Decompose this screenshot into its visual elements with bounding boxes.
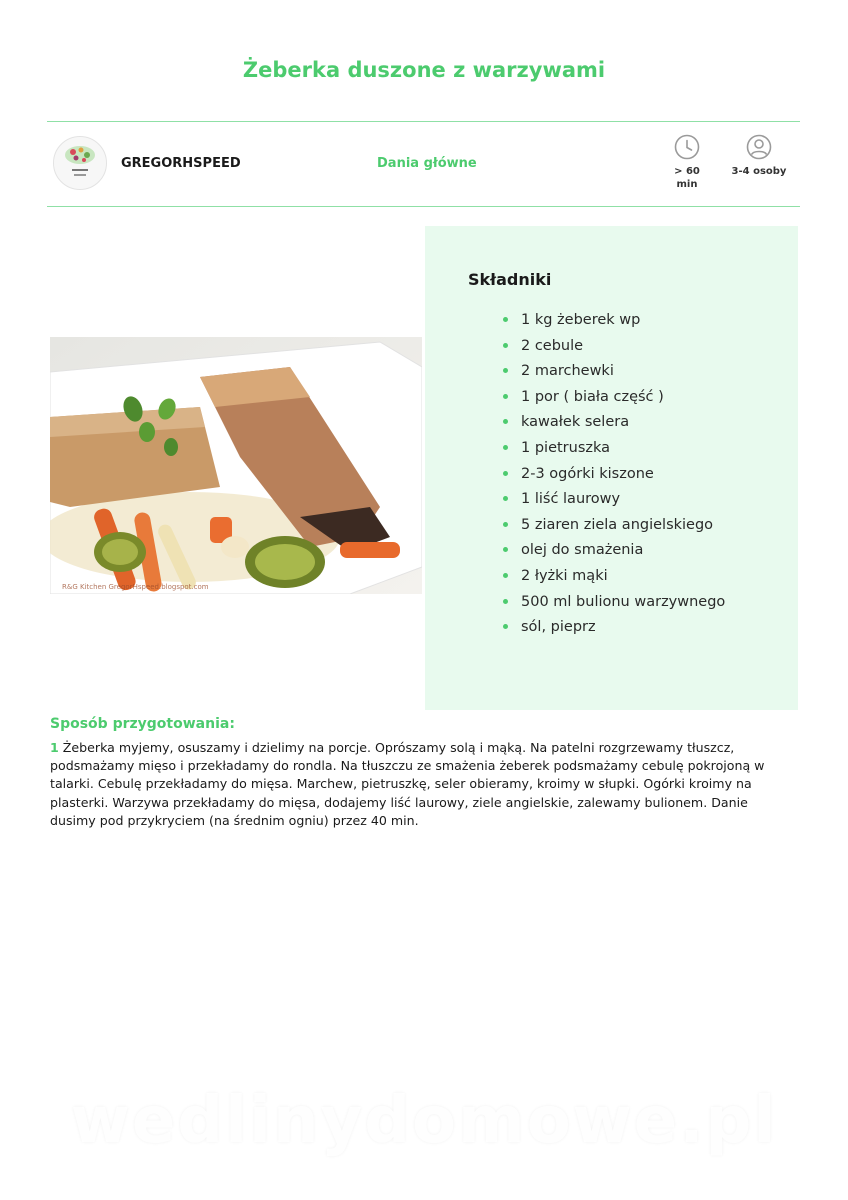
author-name[interactable]: GREGORHSPEED bbox=[121, 156, 241, 171]
prep-time bbox=[665, 134, 709, 191]
ingredient-item: 5 ziaren ziela angielskiego bbox=[503, 515, 725, 541]
ingredient-item: 2 marchewki bbox=[503, 361, 725, 387]
recipe-photo bbox=[50, 337, 422, 594]
bullet-icon bbox=[503, 445, 508, 450]
ingredient-item: 1 kg żeberek wp bbox=[503, 310, 725, 336]
site-watermark: wedlinydomowe.pl bbox=[70, 1084, 778, 1158]
recipe-title: Żeberka duszone z warzywami bbox=[242, 58, 606, 82]
ingredient-item: 2 cebule bbox=[503, 336, 725, 362]
bullet-icon bbox=[503, 317, 508, 322]
ingredient-item: 500 ml bulionu warzywnego bbox=[503, 592, 725, 618]
bullet-icon bbox=[503, 624, 508, 629]
bullet-icon bbox=[503, 573, 508, 578]
svg-text:R&G Kitchen GregorHspeed.blogs: R&G Kitchen GregorHspeed.blogspot.com bbox=[62, 583, 209, 591]
step-text: Żeberka myjemy, osuszamy i dzielimy na porcje. Oprószamy solą i mąką. Na patelni rozgrzewamy tłuszcz, podsmażamy mięso i przekładamy do rondla. Na tłuszczu ze smażenia żeberek podsmażamy cebulę pokrojoną w talarki. Cebulę przekładamy do mięsa. Marchew, pietruszkę, seler obieramy, kroimy w słupki. Ogórki kroimy na plasterki. Warzywa przekładamy do mięsa, dodajemy liść laurowy, ziele angielskie, zalewamy bulionem. Danie dusimy pod przykryciem (na średnim ogniu) przez 40 min. bbox=[50, 740, 765, 828]
bullet-icon bbox=[503, 599, 508, 604]
user-icon bbox=[746, 134, 772, 160]
dish-illustration bbox=[50, 337, 422, 594]
bullet-icon bbox=[503, 547, 508, 552]
preparation-step bbox=[50, 739, 770, 830]
ingredients-panel bbox=[425, 226, 798, 710]
servings-label: 3-4 osoby bbox=[731, 166, 787, 177]
author-avatar[interactable] bbox=[53, 136, 107, 190]
prep-time-label: > 60 min bbox=[674, 166, 700, 190]
bullet-icon bbox=[503, 343, 508, 348]
recipe-header bbox=[47, 121, 800, 207]
ingredients-list bbox=[503, 310, 725, 643]
ingredient-item: 1 liść laurowy bbox=[503, 489, 725, 515]
ingredients-title: Składniki bbox=[468, 270, 552, 289]
bullet-icon bbox=[503, 419, 508, 424]
step-number: 1 bbox=[50, 740, 59, 755]
ingredient-item: sól, pieprz bbox=[503, 617, 725, 643]
ingredient-item: olej do smażenia bbox=[503, 540, 725, 566]
avatar-image bbox=[54, 137, 106, 189]
bullet-icon bbox=[503, 522, 508, 527]
servings bbox=[729, 134, 789, 178]
ingredient-item: 1 pietruszka bbox=[503, 438, 725, 464]
preparation-title: Sposób przygotowania: bbox=[50, 716, 235, 732]
bullet-icon bbox=[503, 368, 508, 373]
ingredient-item: kawałek selera bbox=[503, 412, 725, 438]
bullet-icon bbox=[503, 394, 508, 399]
recipe-category[interactable]: Dania główne bbox=[377, 156, 477, 171]
bullet-icon bbox=[503, 496, 508, 501]
ingredient-item: 1 por ( biała część ) bbox=[503, 387, 725, 413]
clock-icon bbox=[674, 134, 700, 160]
ingredient-item: 2 łyżki mąki bbox=[503, 566, 725, 592]
bullet-icon bbox=[503, 471, 508, 476]
ingredient-item: 2-3 ogórki kiszone bbox=[503, 464, 725, 490]
